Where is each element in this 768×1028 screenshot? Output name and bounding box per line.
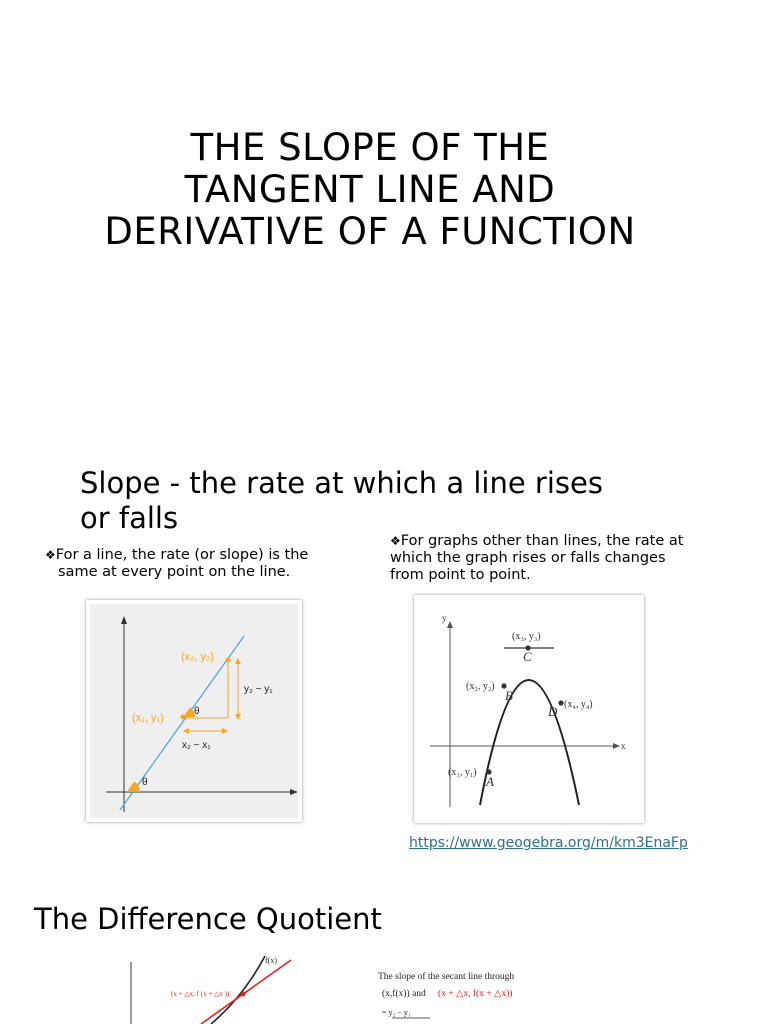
parabola-diagram — [414, 595, 644, 823]
difference-quotient-heading: The Difference Quotient — [34, 902, 382, 936]
secant-point — [241, 992, 246, 997]
y-axis-arrow-icon — [447, 621, 453, 628]
point-1 — [181, 715, 186, 720]
point2-label: (x₂, y₂) — [181, 651, 214, 663]
angle-label-upper: θ — [194, 706, 200, 717]
point-d-label: (x₄, y₄) — [564, 699, 593, 710]
point-label: (x + △x, f (x + △x )) — [171, 990, 230, 998]
graph-slope-bullet — [390, 533, 690, 584]
formula-line-2a: (x,f(x)) and — [382, 989, 426, 999]
y-axis-label: y — [442, 613, 447, 623]
slope-heading-line-2: or falls — [80, 501, 179, 535]
point-b-label: (x₂, y₂) — [466, 681, 495, 692]
x-axis-label: x — [621, 741, 626, 751]
bullet-diamond-icon: ❖ — [45, 548, 56, 562]
point-a-label: (x₁, y₁) — [448, 767, 477, 778]
point-c-label: (x₃, y₃) — [512, 631, 541, 642]
secant-diagram — [93, 952, 303, 1024]
line-slope-figure — [86, 600, 302, 822]
formula-line-1: The slope of the secant line through — [378, 972, 515, 982]
line-slope-bullet — [45, 547, 318, 581]
geogebra-link[interactable]: https://www.geogebra.org/m/km3EnaFp — [409, 835, 688, 851]
secant-formula — [370, 965, 550, 1024]
x-axis-arrow-icon — [613, 743, 620, 749]
title-line-3: DERIVATIVE OF A FUNCTION — [104, 210, 636, 253]
secant-figure — [93, 952, 303, 1024]
line-slope-text: For a line, the rate (or slope) is the same at every point on the line. — [55, 547, 309, 580]
title-line-1: THE SLOPE OF THE — [190, 126, 550, 169]
secant-slope-text — [370, 965, 550, 1024]
letter-b: B — [505, 688, 513, 703]
title-line-2: TANGENT LINE AND — [184, 168, 556, 211]
parabola-figure — [414, 595, 644, 823]
function-label: f(x) — [265, 956, 277, 965]
point-d — [558, 700, 563, 705]
point-2 — [226, 658, 231, 663]
slope-heading — [80, 466, 680, 536]
graph-slope-text: For graphs other than lines, the rate at which the graph rises or falls changes from point to point. — [390, 533, 684, 583]
bullet-diamond-icon: ❖ — [390, 534, 401, 548]
slope-heading-line-1: Slope - the rate at which a line rises — [80, 466, 603, 500]
formula-line-2b: (x + △x, f(x + △x)) — [438, 989, 513, 999]
run-label: x₂ − x₁ — [182, 740, 211, 751]
slide-title — [40, 127, 700, 253]
letter-c: C — [523, 649, 532, 664]
line-slope-diagram — [86, 600, 302, 822]
point1-label: (x₁, y₁) — [132, 712, 164, 724]
letter-d: D — [548, 704, 558, 719]
formula-line-3: = y₂ − y₁ — [382, 1008, 411, 1017]
rise-label: y₂ − y₁ — [244, 684, 273, 695]
letter-a: A — [486, 774, 494, 789]
angle-label-base: θ — [142, 777, 148, 788]
